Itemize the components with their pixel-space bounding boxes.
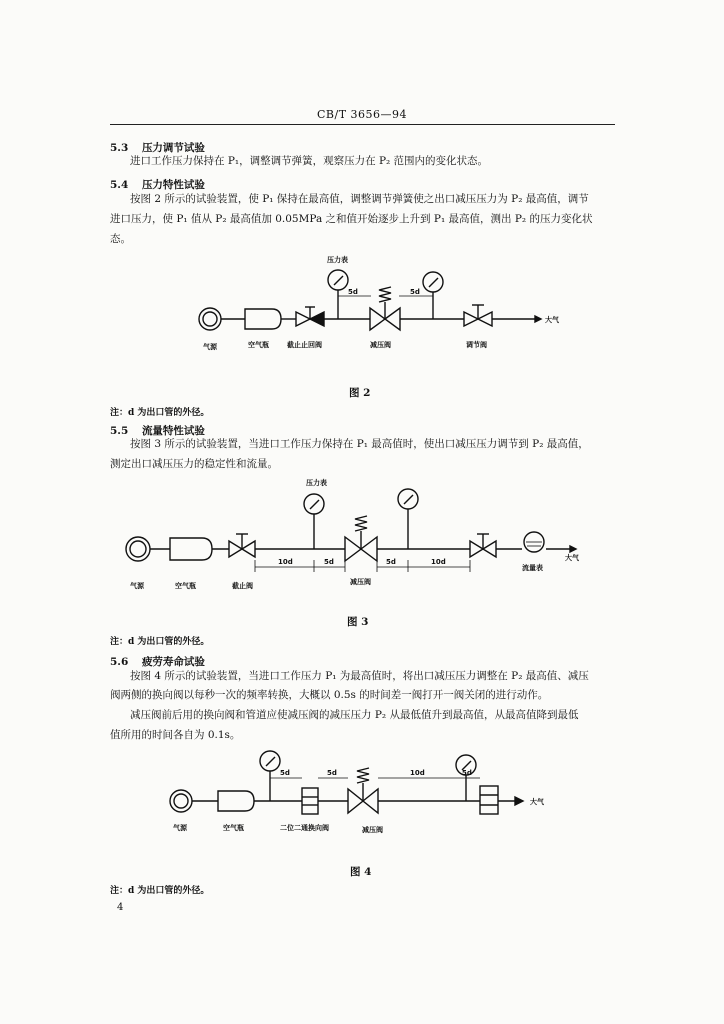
figure-2-note: 注：d 为出口管的外径。 bbox=[110, 408, 210, 418]
dim-label: 10d bbox=[431, 558, 446, 566]
section-5-6-line-2: 阀两侧的换向阀以每秒一次的频率转换，大概以 0.5s 的时间差一阀打开一阀关闭的进行动作。 bbox=[110, 689, 549, 701]
bottle-label: 空气瓶 bbox=[223, 824, 244, 832]
two-way-switch-valve-icon bbox=[302, 788, 318, 814]
figure-3-note: 注：d 为出口管的外径。 bbox=[110, 637, 210, 647]
section-title: 流量特性试验 bbox=[141, 425, 205, 437]
flowmeter-label: 流量表 bbox=[522, 564, 543, 572]
section-5-6-line-1: 按图 4 所示的试验装置，当进口工作压力 P₁ 为最高值时，将出口减压压力调整在 P₂ 最高值、减压 bbox=[130, 670, 589, 682]
pressure-reducing-valve-icon bbox=[348, 768, 378, 813]
standard-number: CB/T 3656—94 bbox=[316, 108, 408, 121]
reducer-label: 减压阀 bbox=[370, 341, 391, 349]
section-title: 疲劳寿命试验 bbox=[141, 656, 205, 668]
figure-3-caption: 图 3 bbox=[347, 616, 369, 628]
source-label: 气源 bbox=[173, 824, 187, 832]
section-number: 5.3 bbox=[110, 142, 129, 154]
dim-label: 10d bbox=[410, 769, 425, 777]
figure-2-caption: 图 2 bbox=[349, 387, 371, 399]
reducer-label: 减压阀 bbox=[350, 578, 371, 586]
regulator-label: 调节阀 bbox=[466, 341, 487, 349]
section-5-4-line-1: 按图 2 所示的试验装置，使 P₁ 保持在最高值，调整调节弹簧使之出口减压压力为 P₂ 最高值，调节 bbox=[130, 193, 589, 205]
dim-label: 5d bbox=[386, 558, 396, 566]
dim-label: 5d bbox=[280, 769, 290, 777]
atmosphere-label: 大气 bbox=[565, 554, 579, 562]
bottle-label: 空气瓶 bbox=[248, 341, 269, 349]
stop-valve-label: 截止阀 bbox=[232, 582, 253, 590]
section-5-3-body: 进口工作压力保持在 P₁，调整调节弹簧，观察压力在 P₂ 范围内的变化状态。 bbox=[130, 155, 489, 167]
reducer-label: 减压阀 bbox=[362, 826, 383, 834]
section-5-5-line-2: 测定出口减压压力的稳定性和流量。 bbox=[110, 458, 278, 470]
section-5-6-line-3: 减压阀前后用的换向阀和管道应使减压阀的减压压力 P₂ 从最低值升到最高值，从最高值降到最低 bbox=[130, 709, 579, 721]
section-5-4-line-3: 态。 bbox=[110, 233, 131, 245]
section-number: 5.6 bbox=[110, 656, 129, 668]
dim-label: 5d bbox=[462, 769, 472, 777]
section-5-6-line-4: 值所用的时间各自为 0.1s。 bbox=[110, 729, 241, 741]
source-label: 气源 bbox=[130, 582, 144, 590]
pressure-gauge-icon bbox=[260, 751, 280, 771]
section-title: 压力特性试验 bbox=[141, 179, 205, 191]
atmosphere-label: 大气 bbox=[545, 316, 559, 324]
air-bottle-icon bbox=[218, 791, 254, 811]
air-source-inner-icon bbox=[174, 794, 188, 808]
section-number: 5.4 bbox=[110, 179, 129, 191]
page-number: 4 bbox=[117, 902, 124, 913]
figure-4-note: 注：d 为出口管的外径。 bbox=[110, 886, 210, 896]
two-way-switch-valve-icon bbox=[480, 786, 498, 814]
dim-label: 10d bbox=[278, 558, 293, 566]
bottle-label: 空气瓶 bbox=[175, 582, 196, 590]
dim-label: 5d bbox=[348, 288, 358, 296]
gauge-label: 压力表 bbox=[306, 479, 327, 487]
check-valve-label: 截止止回阀 bbox=[287, 341, 322, 349]
section-number: 5.5 bbox=[110, 425, 129, 437]
dim-label: 5d bbox=[410, 288, 420, 296]
atmosphere-label: 大气 bbox=[530, 798, 544, 806]
dim-label: 5d bbox=[324, 558, 334, 566]
source-label: 气源 bbox=[203, 343, 217, 351]
gauge-label: 压力表 bbox=[327, 256, 348, 264]
section-5-4-line-2: 进口压力，使 P₁ 值从 P₂ 最高值加 0.05MPa 之和值开始逐步上升到 P₁ 最高值，测出 P₂ 的压力变化状 bbox=[110, 213, 593, 225]
dim-label: 5d bbox=[327, 769, 337, 777]
section-5-5-line-1: 按图 3 所示的试验装置，当进口工作压力保持在 P₁ 最高值时，使出口减压压力调节到 P₂ 最高值， bbox=[130, 438, 589, 450]
switch-valve-label: 二位二通换向阀 bbox=[280, 824, 329, 832]
section-title: 压力调节试验 bbox=[141, 142, 205, 154]
figure-4-caption: 图 4 bbox=[350, 866, 372, 878]
